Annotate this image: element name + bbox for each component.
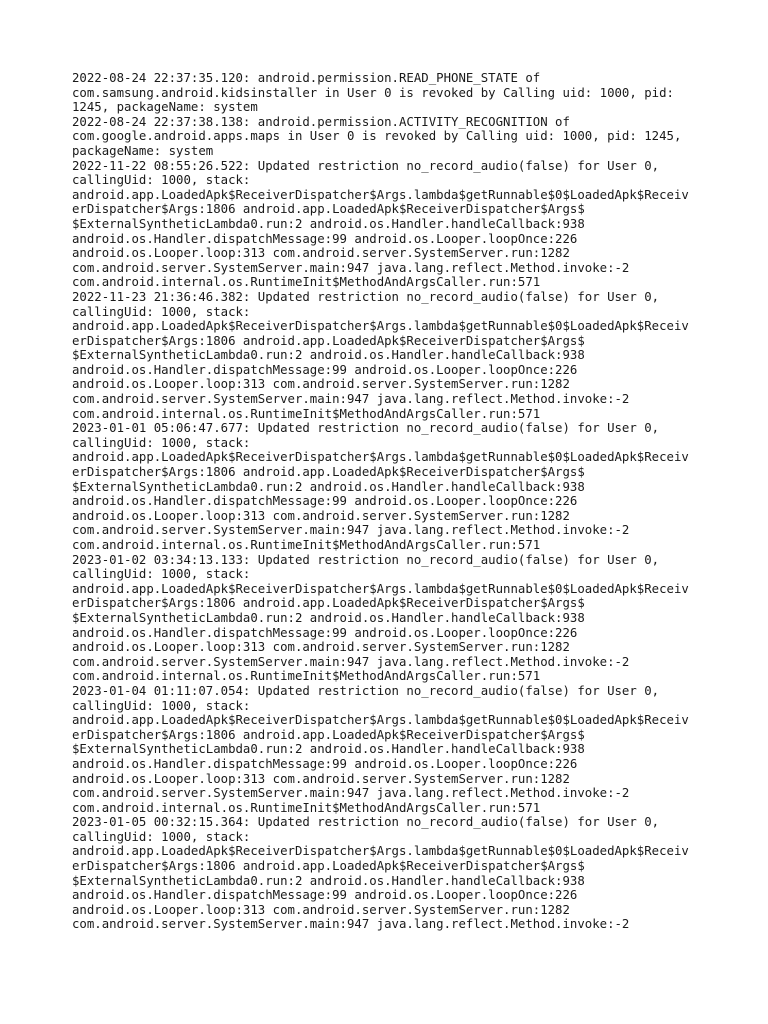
- log-line: com.android.server.SystemServer.main:947 java.lang.reflect.Method.invoke:-2: [72, 523, 630, 538]
- log-line: 2022-11-23 21:36:46.382: Updated restriction no_record_audio(false) for User 0,: [72, 289, 660, 304]
- log-line: android.app.LoadedApk$ReceiverDispatcher$Args.lambda$getRunnable$0$LoadedApk$Receiv: [72, 713, 689, 728]
- log-line: android.app.LoadedApk$ReceiverDispatcher$Args.lambda$getRunnable$0$LoadedApk$Receiv: [72, 581, 689, 596]
- log-line: com.android.server.SystemServer.main:947 java.lang.reflect.Method.invoke:-2: [72, 392, 630, 407]
- log-line: android.os.Looper.loop:313 com.android.server.SystemServer.run:1282: [72, 771, 570, 786]
- log-line: 2023-01-02 03:34:13.133: Updated restriction no_record_audio(false) for User 0,: [72, 552, 660, 567]
- log-line: com.google.android.apps.maps in User 0 is revoked by Calling uid: 1000, pid: 1245,: [72, 129, 682, 144]
- log-line: com.android.server.SystemServer.main:947 java.lang.reflect.Method.invoke:-2: [72, 654, 630, 669]
- log-line: android.app.LoadedApk$ReceiverDispatcher$Args.lambda$getRunnable$0$LoadedApk$Receiv: [72, 319, 689, 334]
- log-line: $ExternalSyntheticLambda0.run:2 android.os.Handler.handleCallback:938: [72, 479, 585, 494]
- log-line: com.android.internal.os.RuntimeInit$MethodAndArgsCaller.run:571: [72, 800, 541, 815]
- log-line: android.app.LoadedApk$ReceiverDispatcher$Args.lambda$getRunnable$0$LoadedApk$Receiv: [72, 450, 689, 465]
- log-line: erDispatcher$Args:1806 android.app.LoadedApk$ReceiverDispatcher$Args$: [72, 465, 585, 480]
- log-line: $ExternalSyntheticLambda0.run:2 android.os.Handler.handleCallback:938: [72, 742, 585, 757]
- log-line: com.android.internal.os.RuntimeInit$MethodAndArgsCaller.run:571: [72, 538, 541, 552]
- log-line: $ExternalSyntheticLambda0.run:2 android.os.Handler.handleCallback:938: [72, 348, 585, 363]
- log-line: android.os.Looper.loop:313 com.android.server.SystemServer.run:1282: [72, 246, 570, 261]
- log-line: com.android.server.SystemServer.main:947 java.lang.reflect.Method.invoke:-2: [72, 917, 630, 932]
- log-line: erDispatcher$Args:1806 android.app.LoadedApk$ReceiverDispatcher$Args$: [72, 727, 585, 742]
- log-line: 2023-01-05 00:32:15.364: Updated restriction no_record_audio(false) for User 0,: [72, 815, 660, 830]
- log-line: 2023-01-04 01:11:07.054: Updated restriction no_record_audio(false) for User 0,: [72, 683, 660, 698]
- log-line: com.android.internal.os.RuntimeInit$MethodAndArgsCaller.run:571: [72, 406, 541, 421]
- log-line: android.os.Looper.loop:313 com.android.server.SystemServer.run:1282: [72, 377, 570, 392]
- log-line: $ExternalSyntheticLambda0.run:2 android.os.Handler.handleCallback:938: [72, 873, 585, 888]
- log-line: callingUid: 1000, stack:: [72, 435, 251, 450]
- log-line: packageName: system: [72, 143, 214, 158]
- log-line: com.samsung.android.kidsinstaller in User 0 is revoked by Calling uid: 1000, pid:: [72, 85, 674, 100]
- log-line: erDispatcher$Args:1806 android.app.LoadedApk$ReceiverDispatcher$Args$: [72, 333, 585, 348]
- log-line: android.os.Looper.loop:313 com.android.server.SystemServer.run:1282: [72, 508, 570, 523]
- log-line: com.android.server.SystemServer.main:947 java.lang.reflect.Method.invoke:-2: [72, 260, 630, 275]
- log-line: com.android.internal.os.RuntimeInit$MethodAndArgsCaller.run:571: [72, 275, 541, 290]
- log-line: com.android.server.SystemServer.main:947 java.lang.reflect.Method.invoke:-2: [72, 786, 630, 801]
- log-line: 2022-08-24 22:37:35.120: android.permission.READ_PHONE_STATE of: [72, 71, 541, 85]
- log-line: callingUid: 1000, stack:: [72, 698, 251, 713]
- log-line: 2022-08-24 22:37:38.138: android.permission.ACTIVITY_RECOGNITION of: [72, 114, 570, 129]
- log-line: erDispatcher$Args:1806 android.app.LoadedApk$ReceiverDispatcher$Args$: [72, 202, 585, 217]
- log-line: android.os.Looper.loop:313 com.android.server.SystemServer.run:1282: [72, 640, 570, 655]
- log-line: android.os.Handler.dispatchMessage:99 android.os.Looper.loopOnce:226: [72, 625, 578, 640]
- log-line: android.os.Handler.dispatchMessage:99 android.os.Looper.loopOnce:226: [72, 888, 578, 903]
- log-line: android.os.Handler.dispatchMessage:99 android.os.Looper.loopOnce:226: [72, 494, 578, 509]
- log-line: $ExternalSyntheticLambda0.run:2 android.os.Handler.handleCallback:938: [72, 610, 585, 625]
- log-text-block: [72, 71, 712, 932]
- log-line: android.os.Looper.loop:313 com.android.server.SystemServer.run:1282: [72, 902, 570, 917]
- log-line: callingUid: 1000, stack:: [72, 173, 251, 188]
- log-line: 2022-11-22 08:55:26.522: Updated restriction no_record_audio(false) for User 0,: [72, 158, 660, 173]
- log-line: callingUid: 1000, stack:: [72, 567, 251, 582]
- log-line: android.app.LoadedApk$ReceiverDispatcher$Args.lambda$getRunnable$0$LoadedApk$Receiv: [72, 187, 689, 202]
- log-line: android.os.Handler.dispatchMessage:99 android.os.Looper.loopOnce:226: [72, 231, 578, 246]
- log-line: com.android.internal.os.RuntimeInit$MethodAndArgsCaller.run:571: [72, 669, 541, 684]
- log-line: 1245, packageName: system: [72, 100, 258, 115]
- log-line: erDispatcher$Args:1806 android.app.LoadedApk$ReceiverDispatcher$Args$: [72, 596, 585, 611]
- log-line: callingUid: 1000, stack:: [72, 829, 251, 844]
- log-line: 2023-01-01 05:06:47.677: Updated restriction no_record_audio(false) for User 0,: [72, 421, 660, 436]
- log-line: erDispatcher$Args:1806 android.app.LoadedApk$ReceiverDispatcher$Args$: [72, 859, 585, 874]
- log-line: $ExternalSyntheticLambda0.run:2 android.os.Handler.handleCallback:938: [72, 216, 585, 231]
- log-line: callingUid: 1000, stack:: [72, 304, 251, 319]
- log-line: android.app.LoadedApk$ReceiverDispatcher$Args.lambda$getRunnable$0$LoadedApk$Receiv: [72, 844, 689, 859]
- log-line: android.os.Handler.dispatchMessage:99 android.os.Looper.loopOnce:226: [72, 362, 578, 377]
- log-line: android.os.Handler.dispatchMessage:99 android.os.Looper.loopOnce:226: [72, 756, 578, 771]
